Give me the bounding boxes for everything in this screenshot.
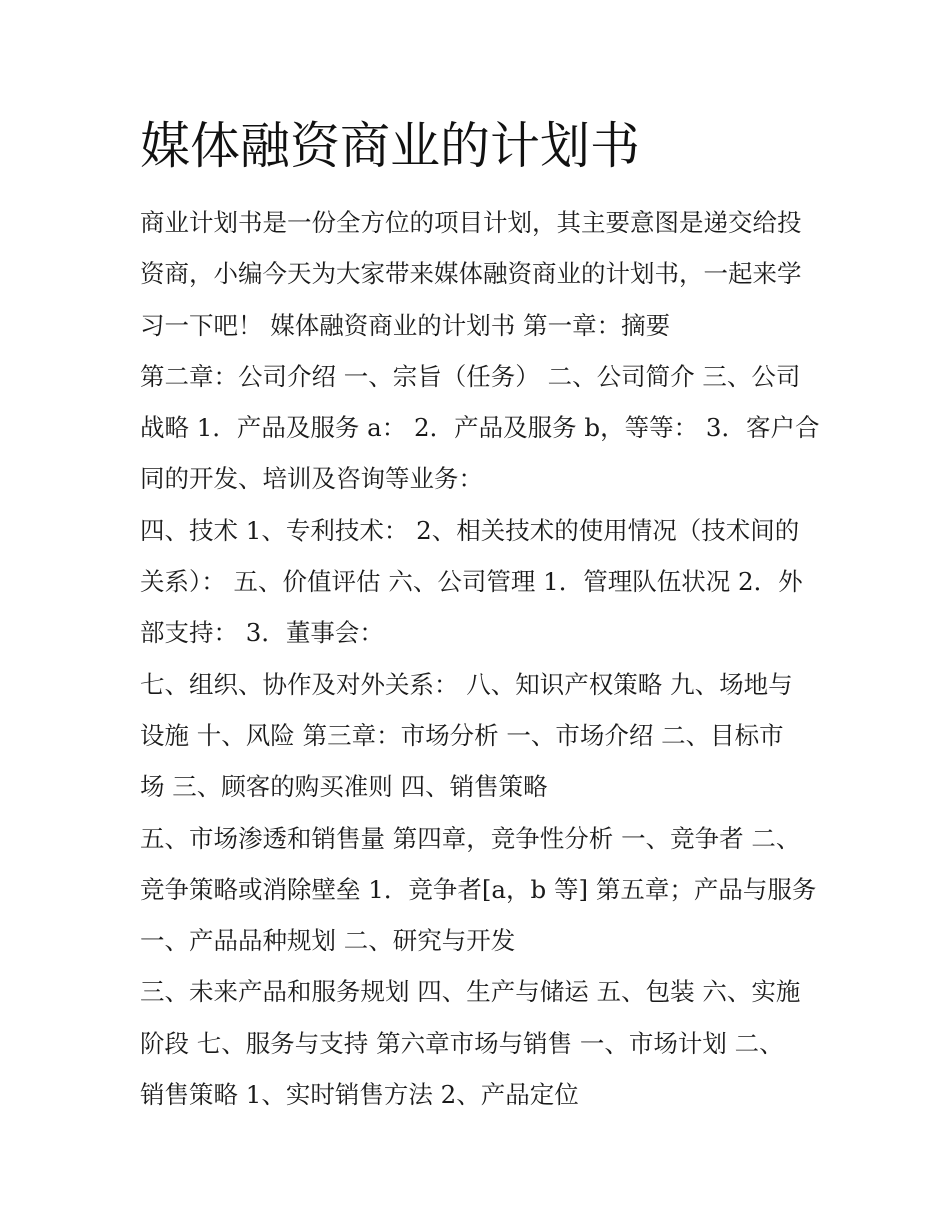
- body-line: 关系）： 五、价值评估 六、公司管理 1．管理队伍状况 2．外: [140, 567, 803, 597]
- body-line: 第二章：公司介绍 一、宗旨（任务） 二、公司简介 三、公司: [140, 361, 801, 391]
- document-title: 媒体融资商业的计划书: [140, 117, 640, 175]
- body-line: 四、技术 1、专利技术： 2、相关技术的使用情况（技术间的: [140, 515, 800, 545]
- body-line: 销售策略 1、实时销售方法 2、产品定位: [140, 1080, 579, 1110]
- body-line: 同的开发、培训及咨询等业务：: [140, 464, 483, 494]
- body-line: 竞争策略或消除壁垒 1．竞争者[a，b 等] 第五章；产品与服务: [140, 874, 817, 904]
- body-line: 商业计划书是一份全方位的项目计划，其主要意图是递交给投: [140, 208, 802, 237]
- body-line: 场 三、顾客的购买准则 四、销售策略: [140, 772, 548, 802]
- body-line: 五、市场渗透和销售量 第四章，竞争性分析 一、竞争者 二、: [140, 823, 801, 853]
- body-line: 一、产品品种规划 二、研究与开发: [140, 926, 516, 956]
- body-line: 阶段 七、服务与支持 第六章市场与销售 一、市场计划 二、: [140, 1028, 784, 1058]
- body-line: 三、未来产品和服务规划 四、生产与储运 五、包装 六、实施: [140, 977, 801, 1007]
- body-line: 习一下吧！ 媒体融资商业的计划书 第一章：摘要: [140, 310, 671, 340]
- body-line: 部支持： 3．董事会：: [140, 618, 384, 648]
- body-line: 七、组织、协作及对外关系： 八、知识产权策略 九、场地与: [140, 669, 793, 699]
- body-line: 资商，小编今天为大家带来媒体融资商业的计划书，一起来学: [140, 259, 802, 289]
- body-line: 设施 十、风险 第三章：市场分析 一、市场介绍 二、目标市: [140, 720, 784, 750]
- document-body: [140, 197, 820, 1120]
- body-line: 战略 1．产品及服务 a： 2．产品及服务 b，等等： 3．客户合: [140, 413, 820, 443]
